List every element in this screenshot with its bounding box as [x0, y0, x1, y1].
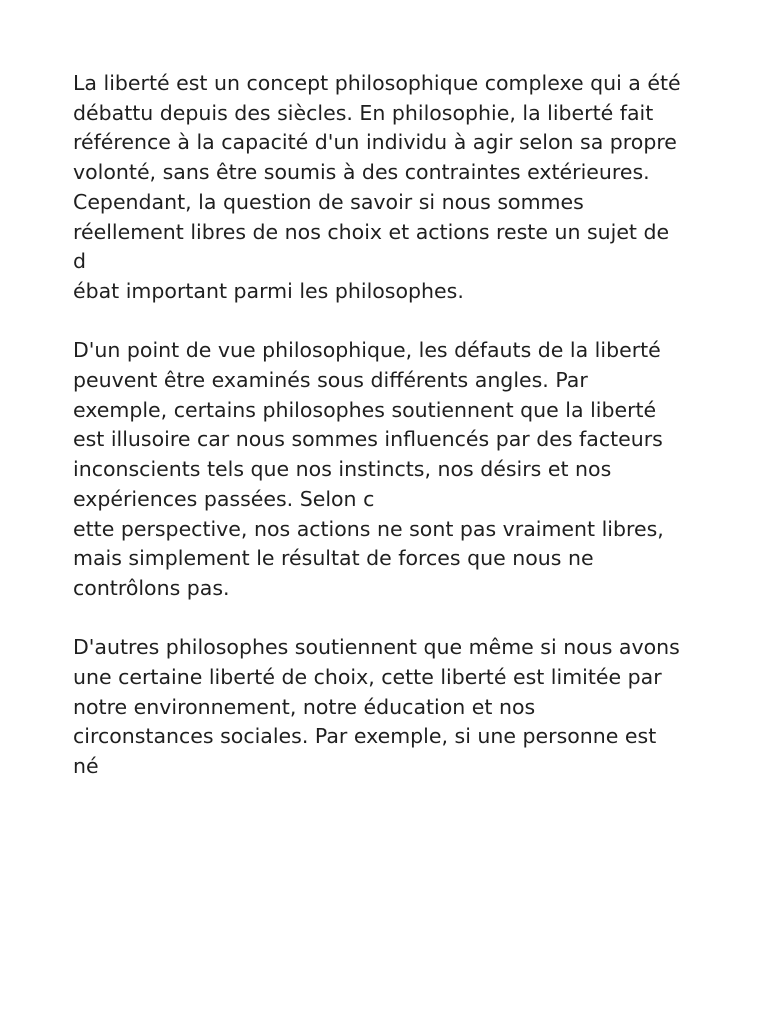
- text-line: peuvent être examinés sous différents angles. Par: [73, 368, 588, 393]
- text-line: La liberté est un concept philosophique complexe qui a été: [73, 71, 681, 95]
- text-line: d: [73, 249, 87, 274]
- text-line: ette perspective, nos actions ne sont pas vraiment libres,: [73, 516, 664, 541]
- text-line: une certaine liberté de choix, cette liberté est limitée par: [73, 665, 662, 690]
- text-line: exemple, certains philosophes soutiennent que la liberté: [73, 397, 657, 422]
- paragraph-2: [73, 336, 713, 603]
- text-line: D'autres philosophes soutiennent que même si nous avons: [73, 635, 680, 660]
- text-line: Cependant, la question de savoir si nous sommes: [73, 189, 584, 214]
- text-line: notre environnement, notre éducation et nos: [73, 694, 536, 719]
- document-body: [73, 69, 713, 812]
- paragraph-3: [73, 633, 713, 782]
- text-line: né: [73, 754, 99, 779]
- text-line: mais simplement le résultat de forces que nous ne: [73, 546, 594, 571]
- text-line: réellement libres de nos choix et actions reste un sujet de: [73, 219, 670, 244]
- text-line: référence à la capacité d'un individu à agir selon sa propre: [73, 130, 677, 155]
- text-line: circonstances sociales. Par exemple, si une personne est: [73, 724, 657, 749]
- text-line: inconscients tels que nos instincts, nos désirs et nos: [73, 457, 612, 482]
- text-line: débattu depuis des siècles. En philosophie, la liberté fait: [73, 100, 654, 125]
- text-line: ébat important parmi les philosophes.: [73, 278, 464, 303]
- text-line: expériences passées. Selon c: [73, 486, 375, 511]
- paragraph-1: [73, 69, 713, 307]
- text-line: D'un point de vue philosophique, les défauts de la liberté: [73, 338, 661, 363]
- text-line: contrôlons pas.: [73, 575, 230, 600]
- text-line: est illusoire car nous sommes influencés par des facteurs: [73, 427, 663, 452]
- text-line: volonté, sans être soumis à des contraintes extérieures.: [73, 160, 650, 185]
